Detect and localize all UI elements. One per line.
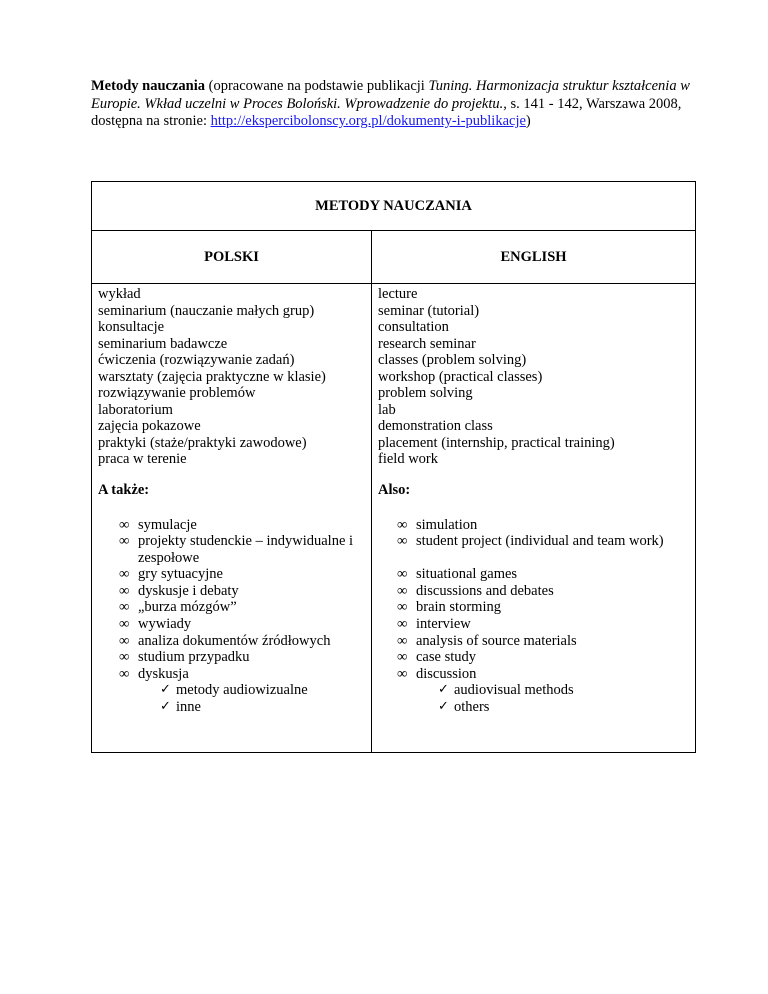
method-item: praca w terenie bbox=[98, 451, 187, 467]
bullet-item bbox=[120, 633, 371, 650]
bullet-item bbox=[398, 533, 695, 550]
bullet-text: discussion bbox=[416, 665, 477, 682]
method-item: seminarium (nauczanie małych grup) bbox=[98, 302, 315, 319]
bullet-text: simulation bbox=[416, 516, 478, 533]
method-item: demonstration class bbox=[378, 418, 493, 434]
bullet-item bbox=[120, 583, 371, 600]
method-item: praktyki (staże/praktyki zawodowe) bbox=[98, 434, 307, 451]
bullet-item bbox=[120, 517, 371, 534]
bullet-item bbox=[398, 633, 695, 650]
also-label-polish: A także: bbox=[98, 481, 150, 498]
intro-text-2: , s. 141 - 142, Warszawa 2008, dostępna na stronie: bbox=[91, 95, 682, 129]
bullet-text: „burza mózgów” bbox=[138, 599, 237, 616]
intro-text-1: (opracowane na podstawie publikacji bbox=[204, 78, 429, 94]
method-item: research seminar bbox=[378, 335, 476, 352]
intro-publication-title: Tuning. Harmonizacja struktur kształcenia w Europie. Wkład uczelni w Proces Boloński. Wprowadzenie do projektu. bbox=[91, 78, 690, 112]
table-title: METODY NAUCZANIA bbox=[92, 182, 696, 231]
infinity-bullet-icon: ∞ bbox=[397, 582, 408, 599]
bullet-item bbox=[398, 583, 695, 600]
infinity-bullet-icon: ∞ bbox=[119, 516, 130, 533]
infinity-bullet-icon: ∞ bbox=[397, 665, 408, 682]
intro-text-3: ) bbox=[525, 113, 531, 129]
method-item: placement (internship, practical training) bbox=[378, 434, 615, 451]
infinity-bullet-icon: ∞ bbox=[397, 632, 408, 649]
bullet-item bbox=[398, 599, 695, 616]
bullet-text: dyskusja bbox=[138, 665, 189, 682]
method-item: workshop (practical classes) bbox=[378, 368, 543, 385]
bullet-text: case study bbox=[416, 649, 476, 666]
bullet-text: student project (individual and team work) bbox=[416, 533, 664, 550]
sub-list-english bbox=[416, 682, 695, 715]
method-item: laboratorium bbox=[98, 401, 173, 418]
infinity-bullet-icon: ∞ bbox=[397, 516, 408, 533]
check-item bbox=[160, 699, 371, 716]
check-item bbox=[160, 682, 371, 699]
sub-list-polish bbox=[138, 682, 371, 715]
check-text: others bbox=[454, 699, 490, 716]
method-item: seminarium badawcze bbox=[98, 335, 228, 352]
infinity-bullet-icon: ∞ bbox=[119, 566, 130, 583]
methods-table bbox=[91, 181, 696, 753]
bullet-item bbox=[120, 649, 371, 666]
method-item: problem solving bbox=[378, 385, 473, 401]
bullet-item bbox=[398, 616, 695, 633]
english-column bbox=[372, 284, 696, 753]
infinity-bullet-icon: ∞ bbox=[397, 599, 408, 616]
checkmark-icon: ✓ bbox=[160, 699, 171, 715]
bullet-item bbox=[120, 566, 371, 583]
bullet-text: gry sytuacyjne bbox=[138, 566, 223, 583]
methods-list-polish bbox=[92, 284, 371, 468]
bullet-item bbox=[120, 666, 371, 683]
check-text: metody audiowizualne bbox=[176, 682, 308, 699]
infinity-bullet-icon: ∞ bbox=[119, 533, 130, 550]
bullet-text: wywiady bbox=[138, 616, 192, 633]
infinity-bullet-icon: ∞ bbox=[119, 616, 130, 633]
check-text: inne bbox=[176, 699, 201, 716]
bullet-text: analysis of source materials bbox=[416, 632, 577, 649]
check-item bbox=[438, 682, 695, 699]
bullet-text: situational games bbox=[416, 566, 518, 583]
method-item: rozwiązywanie problemów bbox=[98, 385, 256, 401]
bullet-text: analiza dokumentów źródłowych bbox=[138, 632, 331, 649]
bullet-text: interview bbox=[416, 616, 471, 633]
extra-list-english bbox=[372, 517, 695, 683]
bullet-item bbox=[398, 566, 695, 583]
polish-column bbox=[92, 284, 372, 753]
infinity-bullet-icon: ∞ bbox=[397, 649, 408, 666]
bullet-item bbox=[120, 533, 371, 566]
intro-bold-title: Metody nauczania bbox=[91, 78, 205, 94]
column-header-english: ENGLISH bbox=[372, 231, 696, 284]
method-item: consultation bbox=[378, 319, 449, 335]
infinity-bullet-icon: ∞ bbox=[119, 632, 130, 649]
method-item: lab bbox=[378, 401, 396, 418]
method-item: classes (problem solving) bbox=[378, 352, 527, 368]
bullet-item bbox=[120, 616, 371, 633]
checkmark-icon: ✓ bbox=[438, 699, 449, 715]
extra-list-polish bbox=[92, 517, 371, 683]
method-item: seminar (tutorial) bbox=[378, 302, 480, 319]
bullet-text: brain storming bbox=[416, 599, 501, 616]
intro-link[interactable]: http://ekspercibolonscy.org.pl/dokumenty-i-publikacje bbox=[210, 113, 526, 129]
infinity-bullet-icon: ∞ bbox=[397, 616, 408, 633]
infinity-bullet-icon: ∞ bbox=[397, 533, 408, 550]
bullet-item bbox=[398, 666, 695, 683]
checkmark-icon: ✓ bbox=[160, 682, 171, 698]
infinity-bullet-icon: ∞ bbox=[119, 582, 130, 599]
bullet-item bbox=[398, 649, 695, 666]
infinity-bullet-icon: ∞ bbox=[397, 566, 408, 583]
method-item: wykład bbox=[98, 286, 141, 302]
infinity-bullet-icon: ∞ bbox=[119, 649, 130, 666]
bullet-text: dyskusje i debaty bbox=[138, 582, 239, 599]
check-item bbox=[438, 699, 695, 716]
method-item: ćwiczenia (rozwiązywanie zadań) bbox=[98, 352, 295, 368]
methods-list-english bbox=[372, 284, 695, 468]
bullet-item bbox=[398, 517, 695, 534]
bullet-item bbox=[120, 599, 371, 616]
check-text: audiovisual methods bbox=[454, 682, 574, 699]
bullet-text: projekty studenckie – indywidualne i zespołowe bbox=[138, 533, 354, 566]
infinity-bullet-icon: ∞ bbox=[119, 665, 130, 682]
infinity-bullet-icon: ∞ bbox=[119, 599, 130, 616]
column-header-polish: POLSKI bbox=[92, 231, 372, 284]
method-item: konsultacje bbox=[98, 319, 165, 335]
method-item: zajęcia pokazowe bbox=[98, 418, 201, 434]
bullet-text: discussions and debates bbox=[416, 582, 554, 599]
method-item: field work bbox=[378, 451, 438, 467]
method-item: lecture bbox=[378, 286, 418, 302]
bullet-text: studium przypadku bbox=[138, 649, 250, 666]
bullet-text: symulacje bbox=[138, 516, 197, 533]
checkmark-icon: ✓ bbox=[438, 682, 449, 698]
also-label-english: Also: bbox=[378, 481, 411, 498]
method-item: warsztaty (zajęcia praktyczne w klasie) bbox=[98, 368, 326, 385]
intro-paragraph bbox=[91, 78, 701, 131]
